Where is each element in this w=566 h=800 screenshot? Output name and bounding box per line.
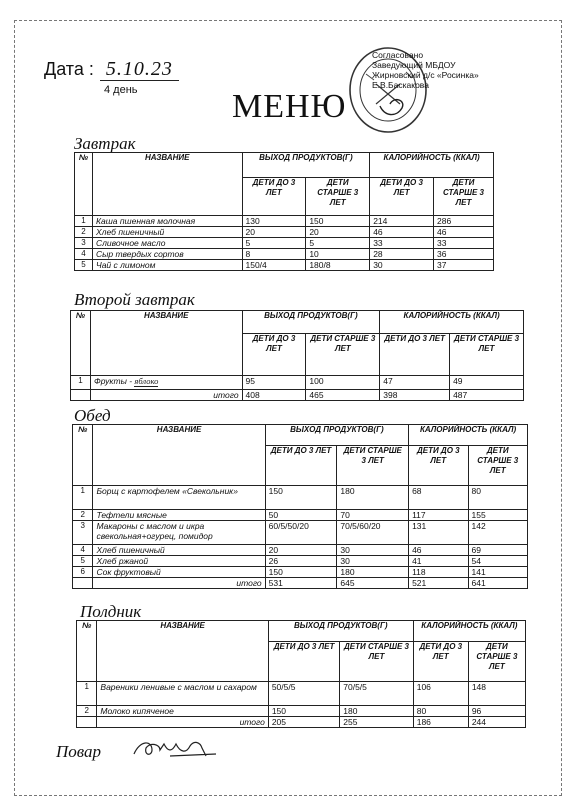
date-line [44,58,179,81]
table-row: 3 Сливочное масло 5 5 33 33 [75,238,494,249]
col-name: НАЗВАНИЕ [92,153,242,216]
cook-label: Повар [56,742,102,761]
table-row: 2 Тефтели мясные 50 70 117 155 [73,510,528,521]
day-number: 4 день [104,84,138,96]
col-output: ВЫХОД ПРОДУКТОВ(Г) [242,153,370,178]
second-breakfast-table: № НАЗВАНИЕ ВЫХОД ПРОДУКТОВ(Г) КАЛОРИЙНОСТЬ (ККАЛ) ДЕТИ ДО 3 ЛЕТ ДЕТИ СТАРШЕ 3 ЛЕТ ДЕТИ ДО 3 ЛЕТ ДЕТИ СТАРШЕ 3 ЛЕТ 1 Фрукты - яблоко 95 100 47 49 итого 408 465 398 487 [70,310,524,401]
col-num: № [75,153,93,216]
col-calories: КАЛОРИЙНОСТЬ (ККАЛ) [370,153,494,178]
breakfast-table: № НАЗВАНИЕ ВЫХОД ПРОДУКТОВ(Г) КАЛОРИЙНОСТЬ (ККАЛ) ДЕТИ ДО 3 ЛЕТ ДЕТИ СТАРШЕ 3 ЛЕТ ДЕТИ ДО 3 ЛЕТ ДЕТИ СТАРШЕ 3 ЛЕТ 1 Каша пшенная молочная 130 150 214 286 2 Хлеб пшеничный 20 20 46 46 3 Сливочное масло 5 5 33 33 4 Сыр твердых сортов 8 10 28 36 5 Чай с лимоном 150/4 180/8 30 37 [74,152,494,271]
table-row: 2 Хлеб пшеничный 20 20 46 46 [75,227,494,238]
section-title-snack: Полдник [80,602,142,621]
table-row: 5 Чай с лимоном 150/4 180/8 30 37 [75,260,494,271]
table-row: 4 Хлеб пшеничный 20 30 46 69 [73,545,528,556]
total-row: итого 408 465 398 487 [71,390,524,401]
table-row: 2 Молоко кипяченое 150 180 80 96 [77,706,526,717]
handwritten-fruit: яблоко [134,376,159,386]
table-row: 3 Макароны с маслом и икра свекольная+огурец, помидор 60/5/50/20 70/5/60/20 131 142 [73,521,528,545]
section-title-breakfast: Завтрак [74,134,136,153]
date-label: Дата : [44,59,94,79]
page-title: МЕНЮ [232,88,347,125]
approval-text: Согласовано Заведующий МБДОУ Жирновский д/с «Росинка» Е.В.Баскакова [372,50,479,90]
section-title-lunch: Обед [74,406,111,425]
cook-signature [130,736,220,760]
table-row: 1 Борщ с картофелем «Свекольник» 150 180 68 80 [73,486,528,510]
date-value: 5.10.23 [100,58,179,81]
total-row: итого 205 255 186 244 [77,717,526,728]
table-row: 1 Фрукты - яблоко 95 100 47 49 [71,376,524,390]
lunch-table: № НАЗВАНИЕ ВЫХОД ПРОДУКТОВ(Г) КАЛОРИЙНОСТЬ (ККАЛ) ДЕТИ ДО 3 ЛЕТ ДЕТИ СТАРШЕ 3 ЛЕТ ДЕТИ ДО 3 ЛЕТ ДЕТИ СТАРШЕ 3 ЛЕТ 1 Борщ с картофелем «Свекольник» 150 180 68 80 2 Тефтели мясные 50 70 117 155 3 Макароны с маслом и икра свекольная+огурец, помидор 60/5/50/20 70/5/60/20 131 142 4 Хлеб пшеничный 20 30 46 69 5 Хлеб ржаной 26 30 41 54 6 Сок фруктовый 150 180 118 141 итого 531 645 521 641 [72,424,528,589]
section-title-second-breakfast: Второй завтрак [74,290,195,309]
table-row: 1 Вареники ленивые с маслом и сахаром 50/5/5 70/5/5 106 148 [77,682,526,706]
table-row: 6 Сок фруктовый 150 180 118 141 [73,567,528,578]
table-row: 1 Каша пшенная молочная 130 150 214 286 [75,216,494,227]
total-row: итого 531 645 521 641 [73,578,528,589]
snack-table: № НАЗВАНИЕ ВЫХОД ПРОДУКТОВ(Г) КАЛОРИЙНОСТЬ (ККАЛ) ДЕТИ ДО 3 ЛЕТ ДЕТИ СТАРШЕ 3 ЛЕТ ДЕТИ ДО 3 ЛЕТ ДЕТИ СТАРШЕ 3 ЛЕТ 1 Вареники ленивые с маслом и сахаром 50/5/5 70/5/5 106 148 2 Молоко кипяченое 150 180 80 96 итого 205 255 186 244 [76,620,526,728]
table-row: 5 Хлеб ржаной 26 30 41 54 [73,556,528,567]
table-row: 4 Сыр твердых сортов 8 10 28 36 [75,249,494,260]
